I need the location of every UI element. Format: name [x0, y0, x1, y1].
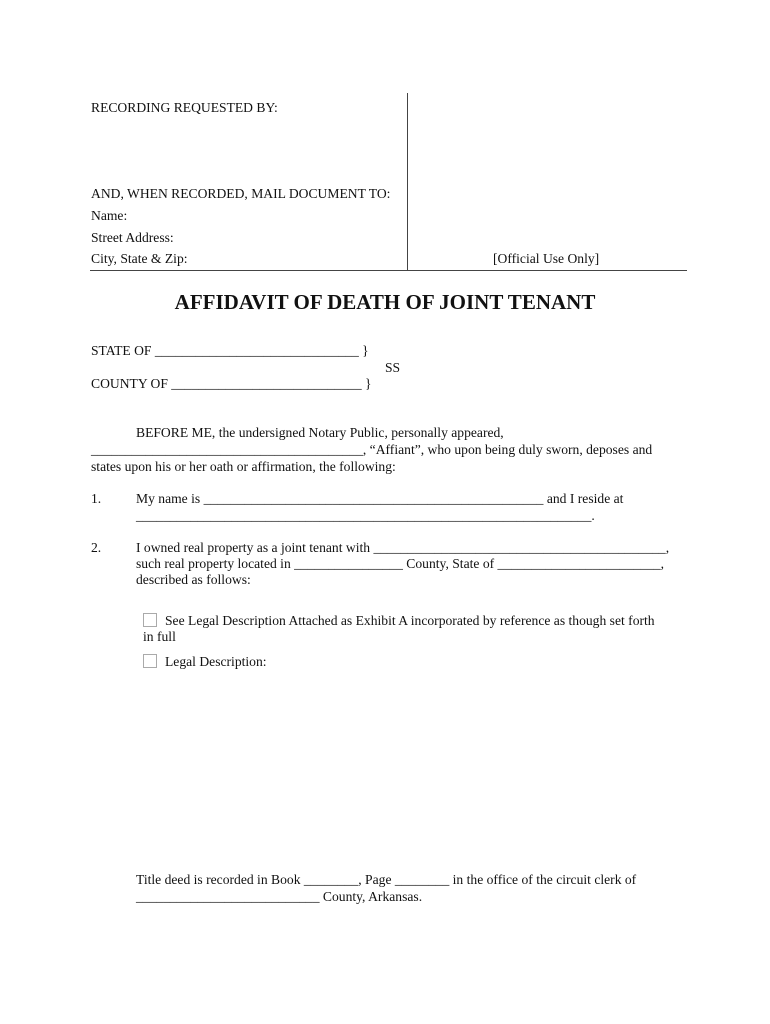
name-label: Name: [91, 208, 128, 223]
item-1-number: 1. [91, 491, 102, 506]
exhibit-a-checkbox[interactable] [143, 613, 157, 627]
county-of-line: COUNTY OF ____________________________ } [91, 376, 372, 391]
street-address-label: Street Address: [91, 230, 174, 245]
item-2-line-1: I owned real property as a joint tenant with ___________________________________________, [136, 540, 670, 555]
legal-description-option[interactable] [143, 653, 267, 670]
mail-to-label: AND, WHEN RECORDED, MAIL DOCUMENT TO: [91, 186, 391, 201]
legal-description-label: Legal Description: [165, 654, 267, 669]
document-title: AFFIDAVIT OF DEATH OF JOINT TENANT [174, 290, 596, 314]
exhibit-a-option[interactable] [143, 612, 655, 629]
intro-line-1: BEFORE ME, the undersigned Notary Public, personally appeared, [136, 425, 504, 440]
intro-line-2: ________________________________________, “Affiant”, who upon being duly sworn, deposes and [91, 442, 653, 457]
recording-requested-by-label: RECORDING REQUESTED BY: [91, 100, 278, 115]
item-2-line-3: described as follows: [136, 572, 251, 587]
intro-line-3: states upon his or her oath or affirmation, the following: [91, 459, 396, 474]
header-horizontal-divider [90, 270, 687, 271]
item-1-line-2: ___________________________________________________________________. [136, 508, 595, 523]
official-use-label: [Official Use Only] [493, 251, 600, 266]
legal-description-checkbox[interactable] [143, 654, 157, 668]
item-2-number: 2. [91, 540, 102, 555]
deed-line-1: Title deed is recorded in Book ________, Page ________ in the office of the circuit clerk of [136, 872, 637, 887]
ss-label: SS [385, 360, 401, 375]
exhibit-a-label: See Legal Description Attached as Exhibit A incorporated by reference as though set forth [165, 613, 655, 628]
exhibit-a-label-continued: in full [143, 629, 176, 644]
header-vertical-divider [407, 93, 408, 270]
item-2-line-2: such real property located in ________________ County, State of ________________________, [136, 556, 665, 571]
city-state-zip-label: City, State & Zip: [91, 251, 188, 266]
deed-line-2: ___________________________ County, Arkansas. [136, 889, 423, 904]
item-1-line-1: My name is __________________________________________________ and I reside at [136, 491, 624, 506]
state-of-line: STATE OF ______________________________ } [91, 343, 369, 358]
